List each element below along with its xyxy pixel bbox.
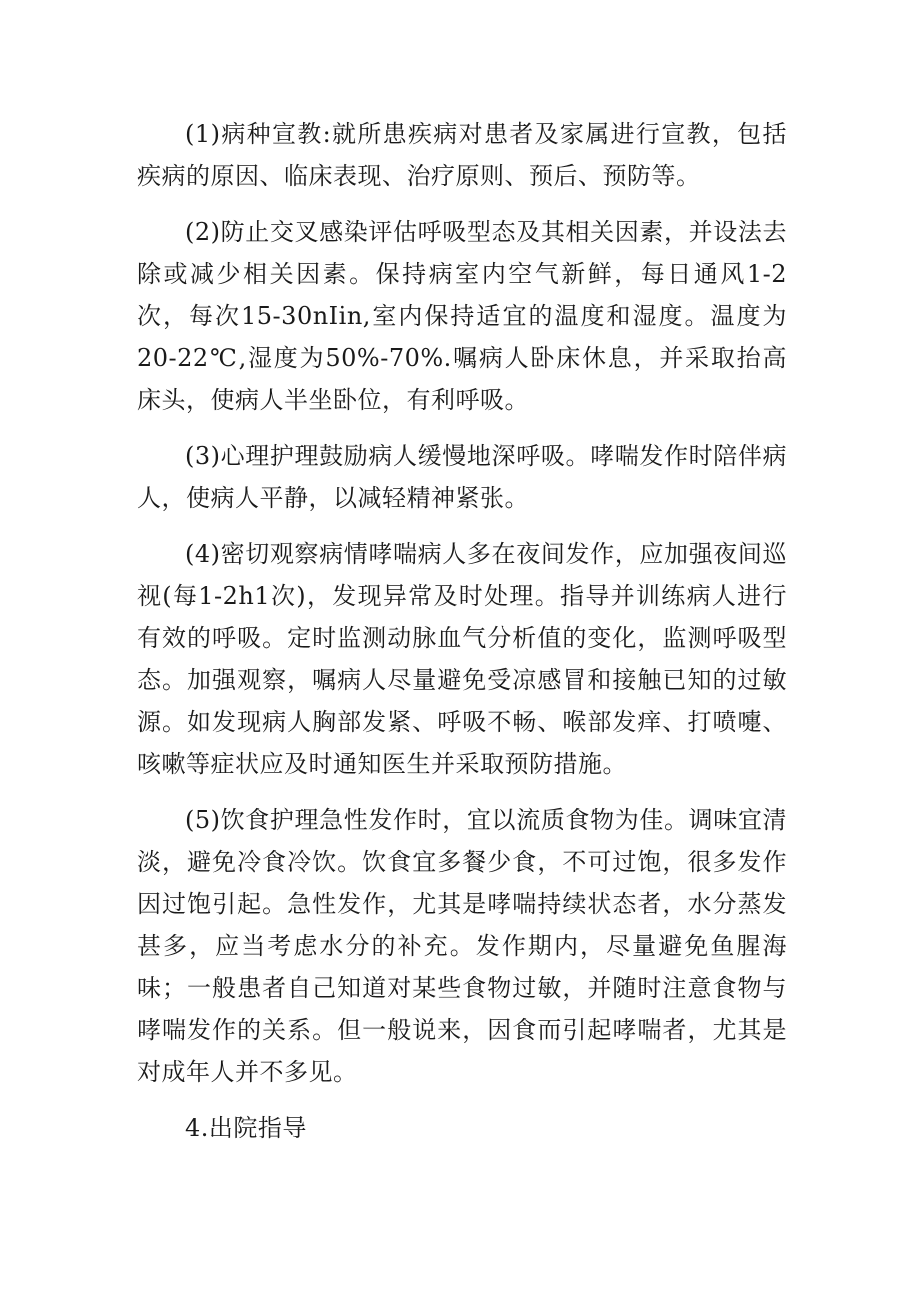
paragraph-infection-prevention: (2)防止交叉感染评估呼吸型态及其相关因素，并设法去除或减少相关因素。保持病室内空气新鲜，每日通风1-2次，每次15-30nIin,室内保持适宜的温度和湿度。温度为20-22℃,湿度为50%-70%.嘱病人卧床休息，并采取抬高床头，使病人半坐卧位，有利呼吸。 — [137, 218, 787, 414]
document-body — [137, 113, 787, 1149]
paragraph-disease-education: (1)病种宣教:就所患疾病对患者及家属进行宣教，包括疾病的原因、临床表现、治疗原则、预后、预防等。 — [137, 120, 787, 190]
paragraph-diet-care: (5)饮食护理急性发作时，宜以流质食物为佳。调味宜清淡，避免冷食冷饮。饮食宜多餐少食，不可过饱，很多发作因过饱引起。急性发作，尤其是哮喘持续状态者，水分蒸发甚多，应当考虑水分的补充。发作期内，尽量避免鱼腥海味；一般患者自己知道对某些食物过敏，并随时注意食物与哮喘发作的关系。但一般说来，因食而引起哮喘者，尤其是对成年人并不多见。 — [137, 806, 787, 1086]
paragraph-condition-observation: (4)密切观察病情哮喘病人多在夜间发作，应加强夜间巡视(每1-2h1次)，发现异常及时处理。指导并训练病人进行有效的呼吸。定时监测动脉血气分析值的变化，监测呼吸型态。加强观察，嘱病人尽量避免受凉感冒和接触已知的过敏源。如发现病人胸部发紧、呼吸不畅、喉部发痒、打喷嚏、咳嗽等症状应及时通知医生并采取预防措施。 — [137, 540, 787, 778]
section-heading-discharge-guidance: 4.出院指导 — [185, 1114, 307, 1142]
paragraph-psychological-care: (3)心理护理鼓励病人缓慢地深呼吸。哮喘发作时陪伴病人，使病人平静，以减轻精神紧张。 — [137, 442, 787, 512]
